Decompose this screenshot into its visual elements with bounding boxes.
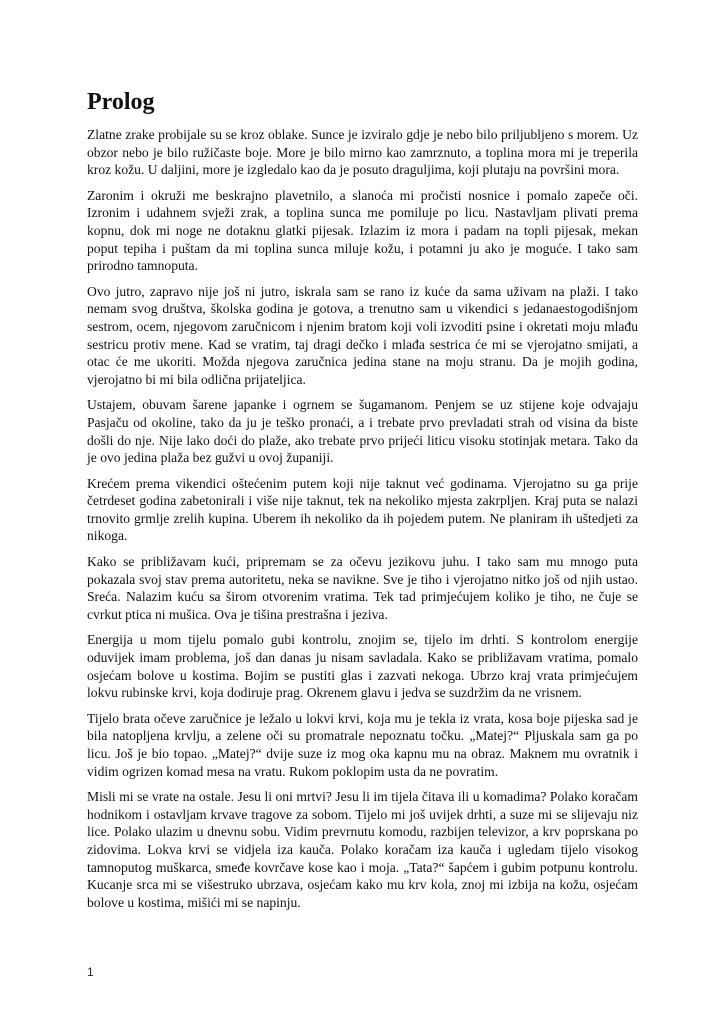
- page-number: 1: [87, 965, 94, 979]
- paragraph-2: Zaronim i okruži me beskrajno plavetnilo, a slanoća mi pročisti nosnice i pomalo zapeče oči. Izronim i udahnem svježi zrak, a toplina sunca me pomiluje po licu. Nastavljam plivati prema kopnu, dok mi noge ne dotaknu glatki pijesak. Izlazim iz mora i padam na topli pijesak, mekan poput tepiha i puštam da mi toplina sunca miluje kožu, i potamni ju ako je moguće. I tako sam prirodno tamnoputa.: [87, 187, 638, 274]
- paragraph-6: Kako se približavam kući, pripremam se za očevu jezikovu juhu. I tako sam mu mnogo puta pokazala svoj stav prema autoritetu, neka se navikne. Sve je tiho i vjerojatno nitko još od njih ustao. Sreća. Nalazim kuću sa širom otvorenim vratima. Tek tad primjećujem koliko je tiho, ne čuje se cvrkut ptica ni mušica. Ova je tišina prestrašna i jeziva.: [87, 554, 638, 622]
- paragraph-4: Ustajem, obuvam šarene japanke i ogrnem se šugamanom. Penjem se uz stijene koje odvajaju Pasjaču od okoline, tako da ju je teško pronaći, a i trebate prvo prevladati strah od visina da biste došli do nje. Nije lako doći do plaže, ako trebate prvo prijeći liticu visoku stotinjak metara. Tako da je ovo jedina plaža bez gužvi u ovoj županiji.: [87, 397, 638, 466]
- paragraph-8: Tijelo brata očeve zaručnice je ležalo u lokvi krvi, koja mu je tekla iz vrata, kosa boje pijeska sad je bila natopljena krvlju, a zelene oči su promatrale nepoznatu točku. „Matej?“ Pljuskala sam ga po licu. Još je bio topao. „Matej?“ dvije suze iz mog oka kapnu mu na obraz. Maknem mu ovratnik i vidim ogrizen komad mesa na vratu. Rukom poklopim usta da ne povratim.: [87, 710, 638, 779]
- paragraph-3: Ovo jutro, zapravo nije još ni jutro, iskrala sam se rano iz kuće da sama uživam na plaži. I tako nemam svog društva, školska godina je gotova, a trenutno sam u vikendici s jedanaestogodišnjom sestrom, ocem, njegovom zaručnicom i njenim bratom koji voli izvoditi psine i okretati moju mlađu sestricu protiv mene. Kad se vratim, taj dragi dečko i mlađa sestrica će mi se vjerojatno smijati, a otac će me ukoriti. Možda njegova zaručnica jedina stane na moju stranu. Da je mojih godina, vjerojatno bi mi bila odlična prijateljica.: [87, 283, 638, 387]
- paragraph-5: Krećem prema vikendici oštećenim putem koji nije taknut već godinama. Vjerojatno su ga prije četrdeset godina zabetonirali i više nije taknut, tek na nekoliko mjesta zakrpljen. Kraj puta se nalazi trnovito grmlje zrelih kupina. Uberem ih nekoliko da ih pojedem putem. Ne planiram ih uštedjeti za nikoga.: [87, 475, 638, 544]
- chapter-title: Prolog: [87, 89, 155, 115]
- paragraph-7: Energija u mom tijelu pomalo gubi kontrolu, znojim se, tijelo im drhti. S kontrolom energije oduvijek imam problema, još dan danas ju nisam savladala. Kako se približavam vratima, pomalo osjećam bolove u kostima. Bojim se pustiti glas i zazvati nekoga. Ubrzo kraj vrata primjećujem lokvu rubinske krvi, koja dodiruje prag. Okrenem glavu i jedva se suzdržim da ne vrisnem.: [87, 632, 638, 701]
- paragraph-9: Misli mi se vrate na ostale. Jesu li oni mrtvi? Jesu li im tijela čitava ili u komadima? Polako koračam hodnikom i ostavljam krvave tragove za sobom. Tijelo mi još uvijek drhti, a suze mi se slijevaju niz lice. Polako ulazim u dnevnu sobu. Vidim prevrnutu komodu, razbijen televizor, a krv poprskana po zidovima. Lokva krvi se vidjela iza kauča. Polako koračam iza kauča i ugledam tijelo visokog tamnoputog muškarca, smeđe kovrčave kose kao i moja. „Tata?“ šapćem i gubim potpunu kontrolu. Kucanje srca mi se višestruko ubrzava, osjećam kako mu krv kola, znoj mi izbija na kožu, osjećam bolove u kostima, mišići mi se napinju.: [87, 789, 638, 910]
- paragraph-1: Zlatne zrake probijale su se kroz oblake. Sunce je izviralo gdje je nebo bilo priljubljeno s morem. Uz obzor nebo je bilo ružičaste boje. More je bilo mirno kao zamrznuto, a toplina mora mi je treperila kroz kožu. U daljini, more je izgledalo kao da je posuto draguljima, koji plutaju na površini mora.: [87, 127, 638, 178]
- page-content: [87, 88, 638, 919]
